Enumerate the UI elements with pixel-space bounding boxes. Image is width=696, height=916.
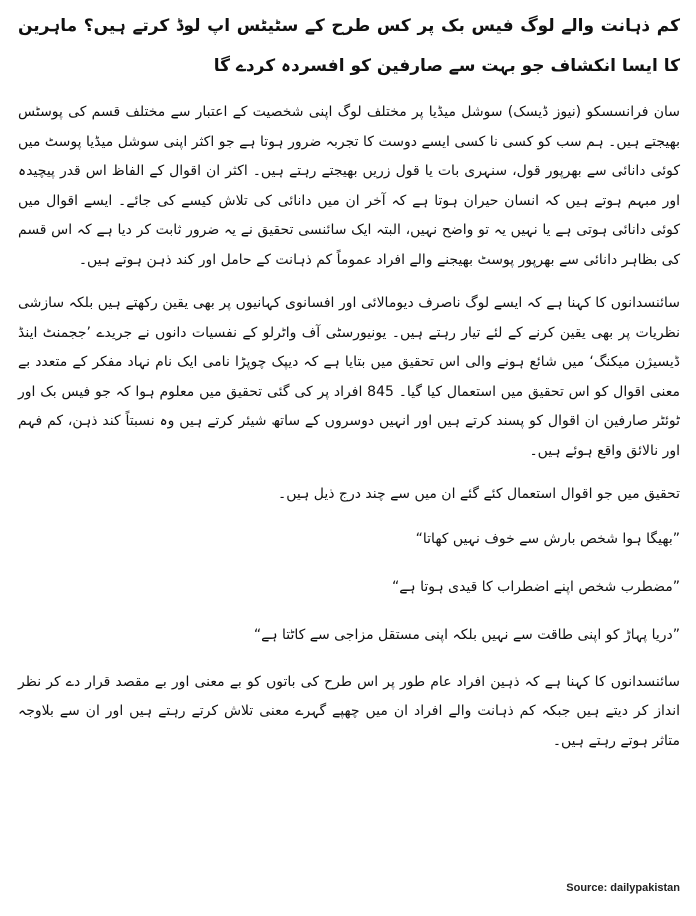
- article-headline: کم ذہانت والے لوگ فیس بک پر کس طرح کے سٹیٹس اپ لوڈ کرتے ہیں؟ ماہرین کا ایسا انکشاف جو بہت سے صارفین کو افسردہ کردے گا: [18, 16, 680, 76]
- article-paragraph-study: سائنسدانوں کا کہنا ہے کہ ایسے لوگ ناصرف دیومالائی اور افسانوی کہانیوں پر بھی یقین رکھتے ہیں بلکہ سازشی نظریات پر بھی یقین کرنے کے لئے تیار رہتے ہیں۔ یونیورسٹی آف واٹرلو کے نفسیات دانوں نے جریدے ’ججمنٹ اینڈ ڈیسیژن میکنگ‘ میں شائع ہونے والی اس تحقیق میں بتایا ہے کہ دیپک چوپڑا نامی ایک نام نہاد مفکر کے متعدد بے معنی اقوال کو اس تحقیق میں استعمال کیا گیا۔ 845 افراد پر کی گئی تحقیق میں معلوم ہوا کہ جو فیس بک اور ٹوئٹر صارفین ان اقوال کو پسند کرتے ہیں اور انہیں دوسروں کے ساتھ شیئر کرتے ہیں وہ نسبتاً کند ذہن، کم فہم اور نالائق واقع ہوئے ہیں۔: [18, 295, 680, 459]
- quote-item: ”بھیگا ہوا شخص بارش سے خوف نہیں کھاتا“: [415, 530, 680, 547]
- article-paragraph-intro: سان فرانسسکو (نیوز ڈیسک) سوشل میڈیا پر مختلف لوگ اپنی شخصیت کے اعتبار سے مختلف قسم کی پوسٹس بھیجتے ہیں۔ ہم سب کو کسی نا کسی ایسے دوست کا تجربہ ضرور ہوتا ہے جو اکثر اپنی سوشل میڈیا پوسٹ میں کوئی دانائی سے بھرپور قول، سنہری بات یا قول زریں بھیجتے رہتے ہیں۔ اکثر ان اقوال کے الفاظ اس قدر پیچیدہ اور مبہم ہوتے ہیں کہ انسان حیران ہوتا ہے کہ آخر ان میں دانائی کی تلاش کیسے کی جائے۔ ایسے اقوال میں کوئی دانائی ہوتی ہے یا نہیں یہ تو واضح نہیں، البتہ ایک سائنسی تحقیق نے یہ ضرور ثابت کر دیا ہے کہ اس قسم کی بظاہر دانائی سے بھرپور پوسٹ بھیجنے والے افراد عموماً کم ذہانت کے حامل اور کند ذہن ہوتے ہیں۔: [18, 104, 680, 268]
- quote-item: ”مضطرب شخص اپنے اضطراب کا قیدی ہوتا ہے“: [391, 578, 680, 595]
- article-paragraph-closing: سائنسدانوں کا کہنا ہے کہ ذہین افراد عام طور پر اس طرح کی باتوں کو بے معنی اور بے مقصد قرار دے کر نظر انداز کر دیتے ہیں جبکہ کم ذہانت والے افراد ان میں چھپے گہرے معنی تلاش کرتے رہتے ہیں اور ان سے بلاوجہ متاثر ہوتے رہتے ہیں۔: [18, 673, 680, 749]
- article-paragraph-quotes-intro: تحقیق میں جو اقوال استعمال کئے گئے ان میں سے چند درج ذیل ہیں۔: [278, 486, 680, 502]
- source-credit: Source: dailypakistan: [566, 882, 680, 894]
- quote-item: ”دریا پہاڑ کو اپنی طاقت سے نہیں بلکہ اپنی مستقل مزاجی سے کاٹتا ہے“: [253, 626, 680, 643]
- article: [18, 6, 680, 770]
